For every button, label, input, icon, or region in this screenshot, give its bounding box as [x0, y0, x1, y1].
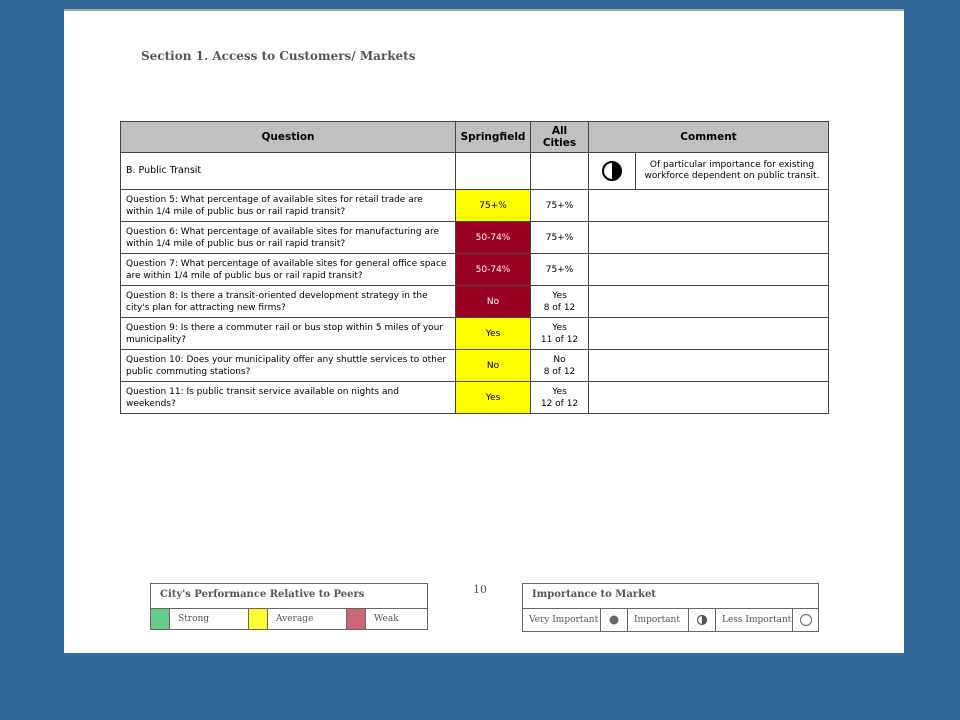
weak-swatch: [347, 609, 366, 629]
strong-label: Strong: [170, 609, 249, 629]
half-filled-circle-icon: [589, 153, 636, 189]
category-row: [121, 153, 829, 190]
less-important-label: Less Important: [716, 609, 793, 631]
all-cities-value: Yes 12 of 12: [531, 382, 589, 414]
average-swatch: [249, 609, 268, 629]
transit-table: [120, 121, 829, 414]
springfield-value: No: [456, 350, 531, 382]
performance-legend-title: City's Performance Relative to Peers: [151, 584, 427, 609]
importance-legend: [522, 583, 819, 632]
question-text: Question 7: What percentage of available sites for general office space are within 1/4 mile of public bus or rail rapid transit?: [121, 254, 456, 286]
importance-legend-title: Importance to Market: [523, 584, 818, 609]
all-cities-value: 75+%: [531, 190, 589, 222]
all-cities-value: 75+%: [531, 222, 589, 254]
springfield-value: Yes: [456, 318, 531, 350]
category-comment-cell: [589, 153, 829, 190]
table-row: [121, 318, 829, 350]
category-label: B. Public Transit: [121, 153, 456, 190]
comment-cell: [589, 222, 829, 254]
comment-cell: [589, 286, 829, 318]
table-row: [121, 382, 829, 414]
question-text: Question 8: Is there a transit-oriented development strategy in the city's plan for attracting new firms?: [121, 286, 456, 318]
header-question: Question: [121, 122, 456, 153]
category-springfield-empty: [456, 153, 531, 190]
strong-swatch: [151, 609, 170, 629]
header-comment: Comment: [589, 122, 829, 153]
header-springfield: Springfield: [456, 122, 531, 153]
average-label: Average: [268, 609, 347, 629]
very-important-label: Very Important: [523, 609, 601, 631]
question-text: Question 9: Is there a commuter rail or bus stop within 5 miles of your municipality?: [121, 318, 456, 350]
table-row: [121, 222, 829, 254]
weak-label: Weak: [374, 614, 399, 624]
half-filled-circle-icon: [689, 609, 716, 631]
table-row: [121, 254, 829, 286]
important-label: Important: [628, 609, 689, 631]
comment-cell: [589, 382, 829, 414]
all-cities-value: Yes 8 of 12: [531, 286, 589, 318]
table-header-row: [121, 122, 829, 153]
empty-circle-icon: [793, 609, 818, 631]
page-number: 10: [473, 583, 487, 596]
all-cities-value: Yes 11 of 12: [531, 318, 589, 350]
question-text: Question 5: What percentage of available sites for retail trade are within 1/4 mile of public bus or rail rapid transit?: [121, 190, 456, 222]
all-cities-value: 75+%: [531, 254, 589, 286]
report-page: [64, 9, 904, 653]
question-text: Question 10: Does your municipality offer any shuttle services to other public commuting stations?: [121, 350, 456, 382]
springfield-value: Yes: [456, 382, 531, 414]
page-top-border: [64, 9, 904, 11]
springfield-value: 50-74%: [456, 254, 531, 286]
question-text: Question 6: What percentage of available sites for manufacturing are within 1/4 mile of public bus or rail rapid transit?: [121, 222, 456, 254]
comment-cell: [589, 254, 829, 286]
table-row: [121, 286, 829, 318]
category-comment: Of particular importance for existing workforce dependent on public transit.: [644, 160, 820, 181]
springfield-value: 50-74%: [456, 222, 531, 254]
performance-legend: [150, 583, 428, 630]
springfield-value: 75+%: [456, 190, 531, 222]
comment-cell: [589, 318, 829, 350]
category-all-cities-empty: [531, 153, 589, 190]
table-row: [121, 350, 829, 382]
performance-legend-row: [151, 609, 427, 629]
comment-cell: [589, 190, 829, 222]
header-all-cities: All Cities: [531, 122, 589, 153]
importance-legend-row: [523, 609, 818, 631]
table-row: [121, 190, 829, 222]
all-cities-value: No 8 of 12: [531, 350, 589, 382]
comment-cell: [589, 350, 829, 382]
question-rows: [121, 190, 829, 414]
section-title: Section 1. Access to Customers/ Markets: [141, 49, 416, 63]
question-text: Question 11: Is public transit service available on nights and weekends?: [121, 382, 456, 414]
springfield-value: No: [456, 286, 531, 318]
filled-circle-icon: [601, 609, 628, 631]
